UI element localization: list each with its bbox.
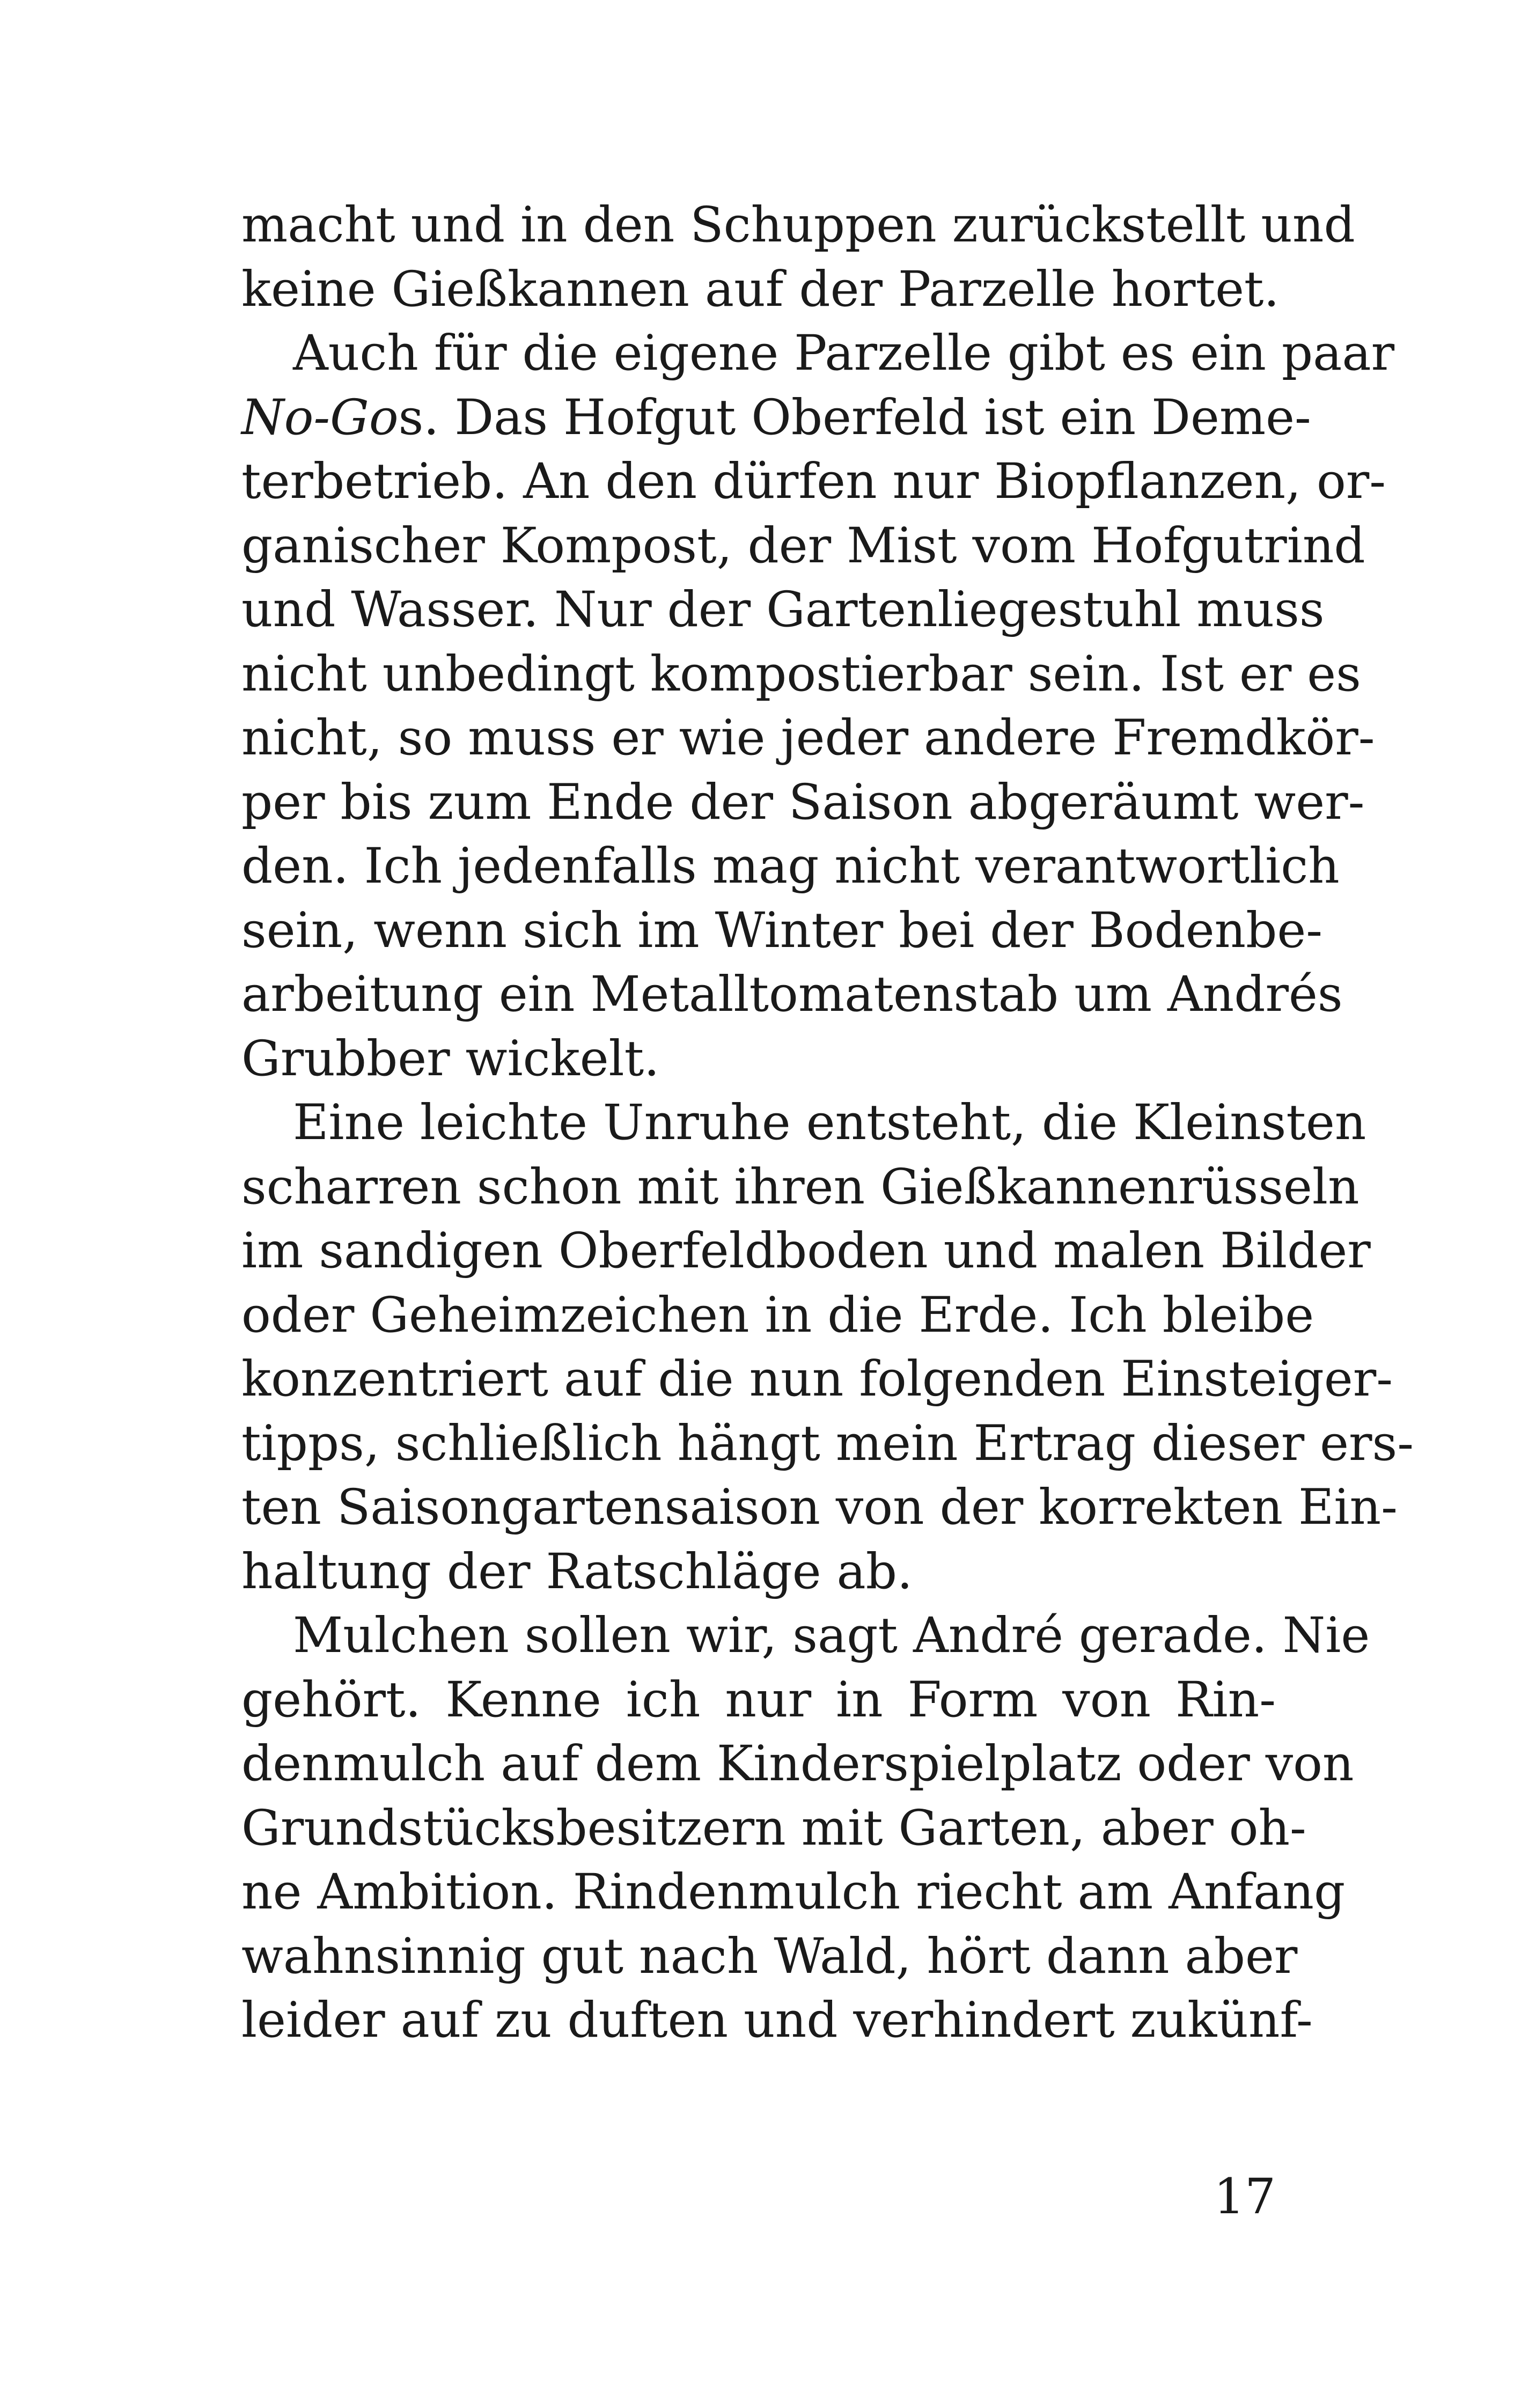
text-line: ten Saisongartensaison von der korrekten Ein- (241, 1479, 1398, 1536)
text-line: haltung der Ratschläge ab. (241, 1543, 913, 1600)
text-line: leider auf zu duften und verhindert zukünf- (241, 1992, 1313, 2049)
text-line: konzentriert auf die nun folgenden Einsteiger- (241, 1351, 1393, 1407)
text-line: gehört. Kenne ich nur in Form von Rin- (241, 1671, 1276, 1728)
text-line: macht und in den Schuppen zurückstellt und (241, 197, 1355, 253)
text-line: No-Gos. Das Hofgut Oberfeld ist ein Deme- (241, 389, 1311, 446)
text-line: ganischer Kompost, der Mist vom Hofgutrind (241, 517, 1365, 574)
text-line: ne Ambition. Rindenmulch riecht am Anfang (241, 1864, 1346, 1920)
text-line: denmulch auf dem Kinderspielplatz oder von (241, 1736, 1354, 1792)
text-line: arbeitung ein Metalltomatenstab um Andrés (241, 966, 1343, 1023)
emphasis-text: No-Go (241, 389, 399, 446)
text-line: Mulchen sollen wir, sagt André gerade. Nie (293, 1607, 1370, 1664)
text-line: tipps, schließlich hängt mein Ertrag dieser ers- (241, 1415, 1414, 1472)
text-line: Eine leichte Unruhe entsteht, die Kleinsten (293, 1095, 1366, 1151)
body-text (241, 193, 1414, 2053)
text-line: sein, wenn sich im Winter bei der Bodenbe- (241, 902, 1323, 959)
text-line: Grubber wickelt. (241, 1030, 660, 1087)
text-line: nicht unbedingt kompostierbar sein. Ist er es (241, 645, 1361, 702)
text-line: Grundstücksbesitzern mit Garten, aber oh- (241, 1800, 1306, 1856)
text-line: terbetrieb. An den dürfen nur Biopflanzen, or- (241, 453, 1386, 510)
text-line: Auch für die eigene Parzelle gibt es ein paar (293, 325, 1395, 381)
text-line: oder Geheimzeichen in die Erde. Ich bleibe (241, 1287, 1314, 1344)
text-line: scharren schon mit ihren Gießkannenrüsseln (241, 1158, 1360, 1215)
text-line: wahnsinnig gut nach Wald, hört dann aber (241, 1928, 1298, 1985)
text-line: per bis zum Ende der Saison abgeräumt wer- (241, 774, 1365, 831)
text-line: den. Ich jedenfalls mag nicht verantwortlich (241, 838, 1340, 894)
text-line: nicht, so muss er wie jeder andere Fremdkör- (241, 710, 1375, 766)
text-line: keine Gießkannen auf der Parzelle hortet. (241, 261, 1280, 318)
text-line: im sandigen Oberfeldboden und malen Bilder (241, 1223, 1371, 1279)
text-line: und Wasser. Nur der Gartenliegestuhl muss (241, 582, 1325, 638)
page-number: 17 (1214, 2169, 1276, 2225)
